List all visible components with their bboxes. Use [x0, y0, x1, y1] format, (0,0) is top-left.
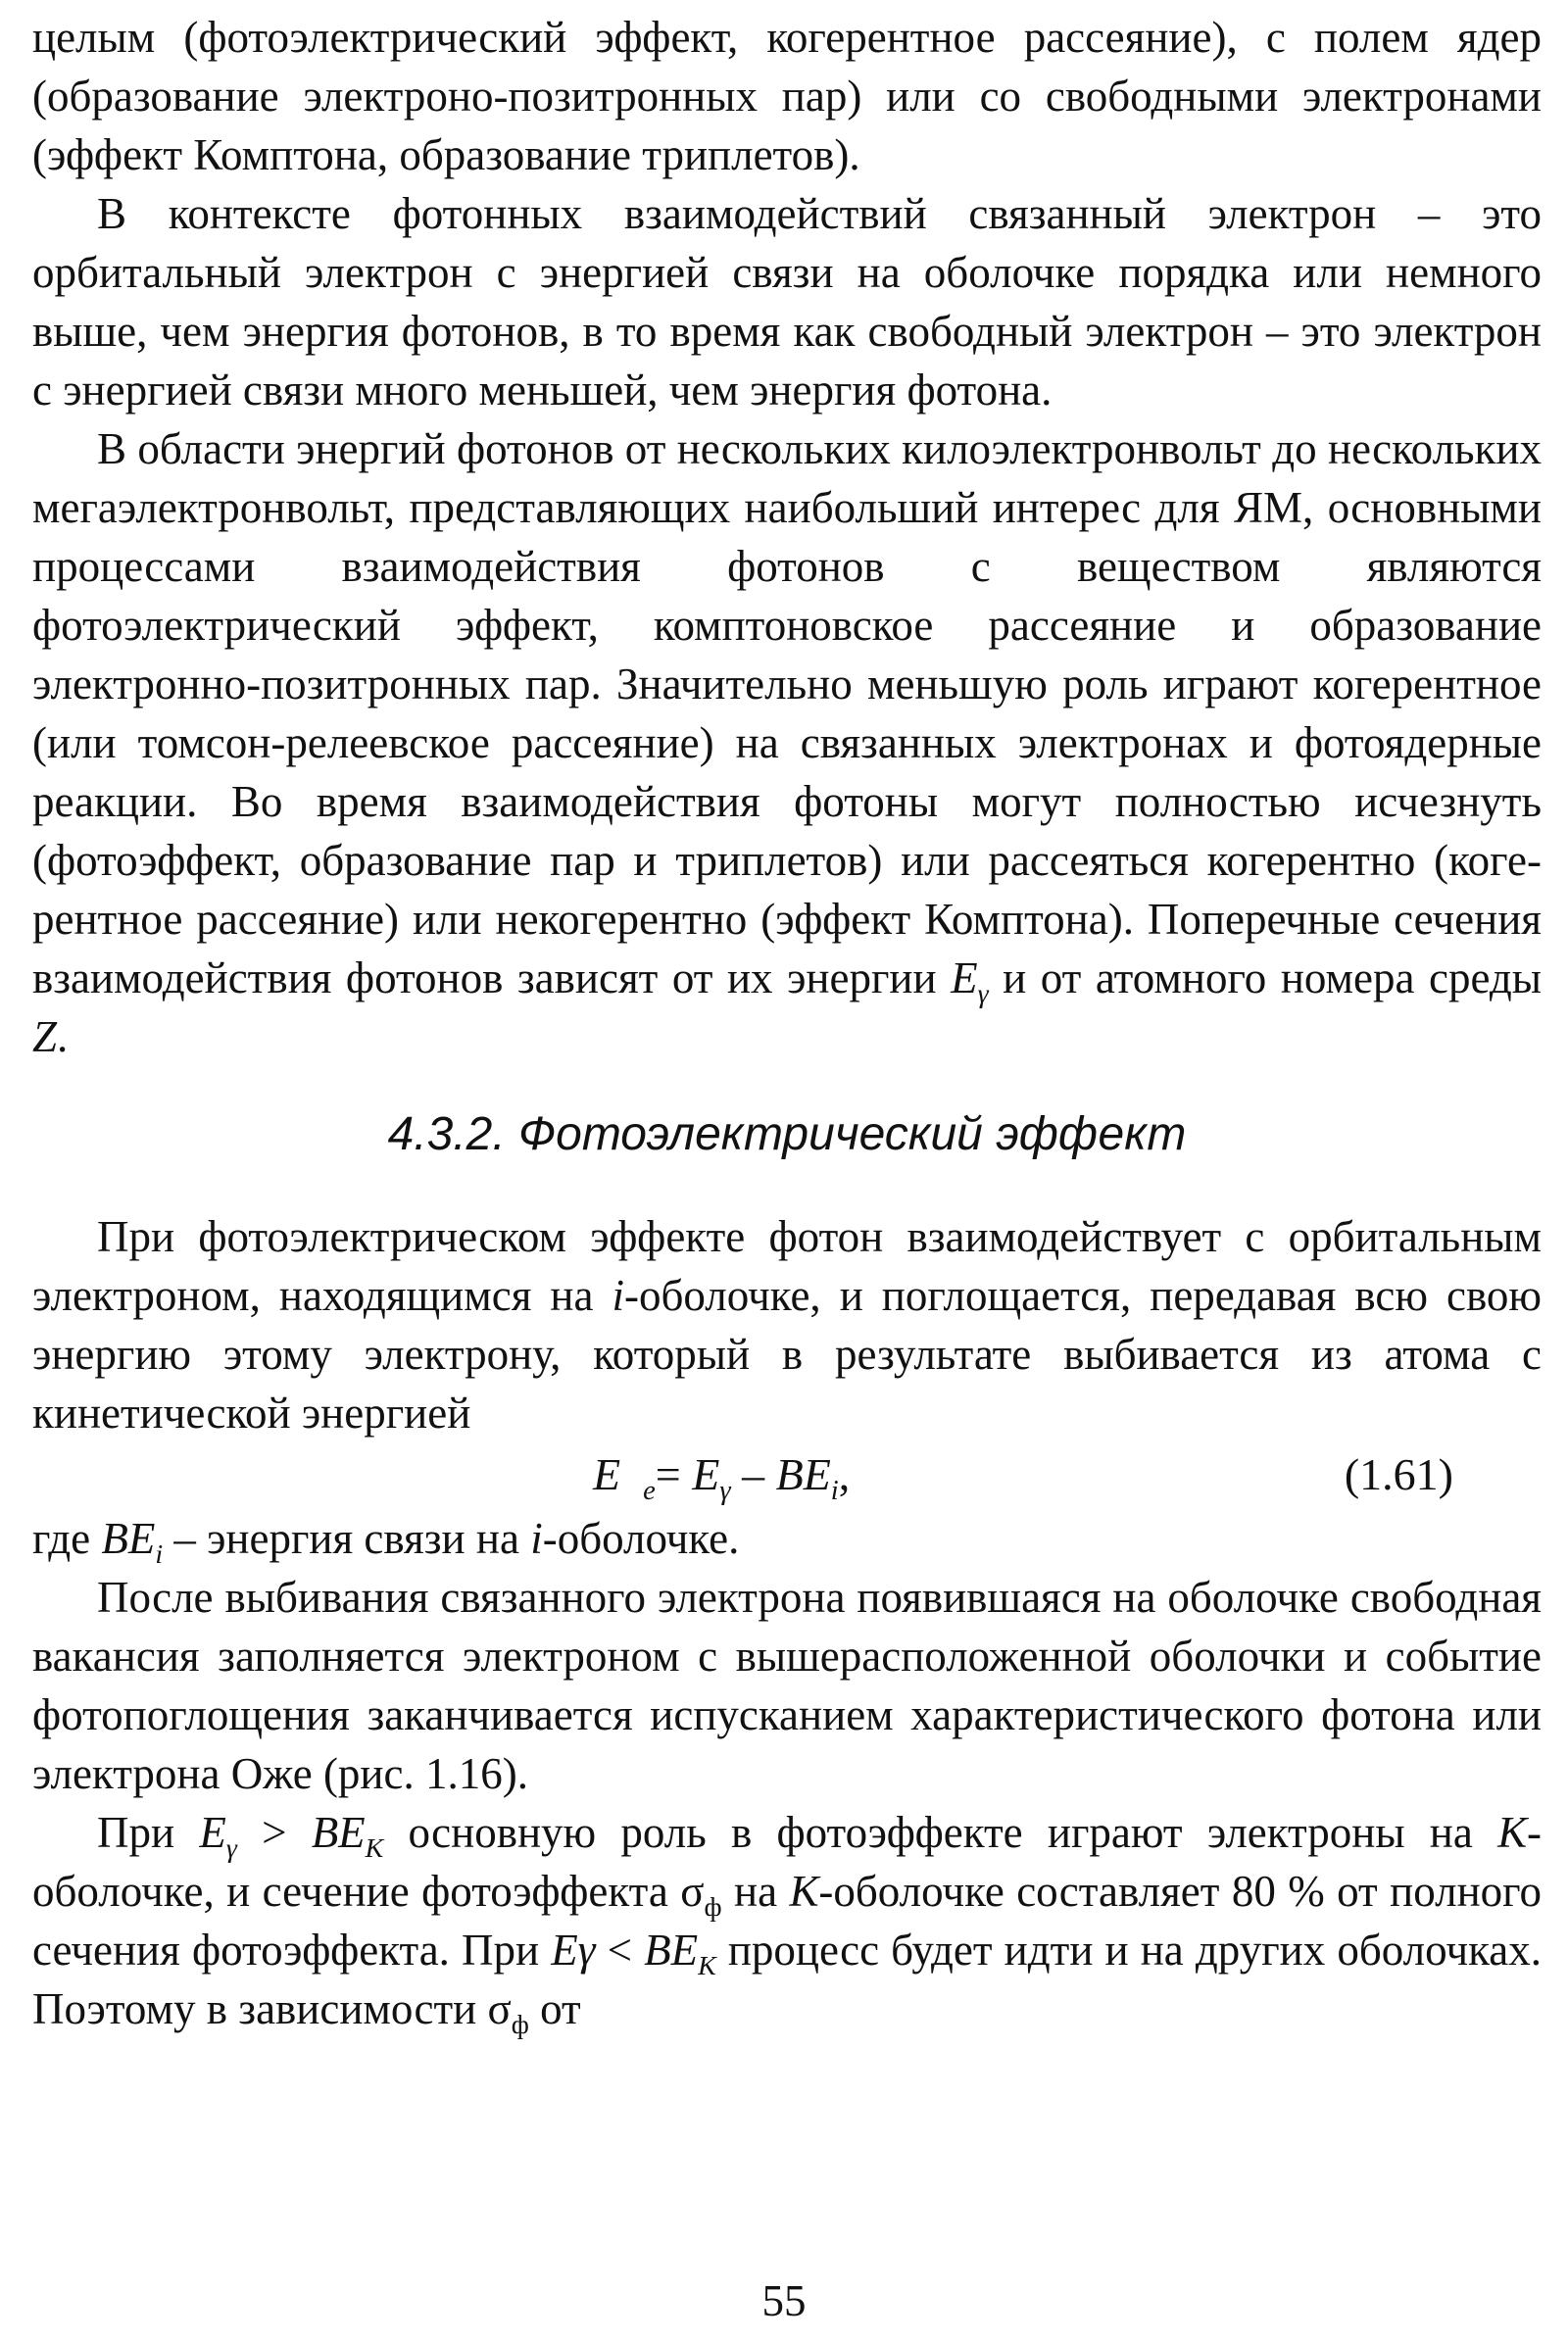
p7-f: -оболочке составляет 80 % от полного сечения фотоэффекта. При [32, 1867, 1542, 1975]
paragraph-1 [32, 8, 1542, 184]
p7-c: основную роль в фотоэффекте играют электроны на [383, 1808, 1498, 1857]
paragraph-5-text-a: где [32, 1514, 102, 1563]
p7-BE2: BE [644, 1926, 699, 1975]
p7-E: E [199, 1808, 226, 1857]
p7-sub-f2: ф [511, 2009, 529, 2040]
paragraph-5-text-b: – энергия связи на [163, 1514, 531, 1563]
p7-K4: K [698, 1950, 716, 1981]
p7-g: < [595, 1926, 645, 1975]
p7-K2: К [1497, 1808, 1527, 1857]
paragraph-7 [32, 1803, 1542, 2038]
p7-K3: К [789, 1867, 819, 1916]
formula-sub-i: i [830, 1475, 839, 1506]
paragraph-2 [32, 184, 1542, 419]
symbol-i: i [612, 1271, 624, 1320]
p7-d: -оболочке, и сечение фотоэффекта σ [32, 1808, 1542, 1916]
paragraph-4-text-a: При фотоэлектрическом эффекте фотон взаимодействует с орбитальным электроном, находящимся на [32, 1212, 1542, 1320]
paragraph-3 [32, 419, 1542, 1066]
formula-E: E [593, 1449, 621, 1499]
paragraph-4-text-b: -оболочке, и поглощается, передавая всю свою энергию этому электрону, который в результате выбивается из атома с кинетической энергией [32, 1271, 1542, 1438]
paragraph-2-text: В контексте фотонных взаимодействий связанный электрон – это орбитальный электрон с энергией связи на оболочке порядка или немного выше, чем энергия фотонов, в то время как свободный электрон – это электрон с энергией связи много меньшей, чем энергия фотона. [32, 189, 1542, 415]
paragraph-6 [32, 1568, 1542, 1803]
p7-gamma: γ [225, 1832, 237, 1864]
p7-b: > [236, 1808, 312, 1857]
paragraph-6-text: После выбивания связанного электрона появившаяся на оболочке свободная вакансия заполняется электроном с вышерасположенной оболочки и событие фотопоглощения заканчивается испусканием характеристического фотона или электрона Оже (рис. 1.16). [32, 1573, 1542, 1798]
formula-sub-e: e [643, 1475, 656, 1506]
paragraph-1-text: целым (фотоэлектрический эффект, когерентное рассеяние), с полем ядер (образование электроно-позитронных пар) или со свободными электронами (эффект Комптона, образование триплетов). [32, 13, 1542, 179]
paragraph-5-text-c: -оболочке. [542, 1514, 740, 1563]
symbol-gamma-sub: γ [977, 978, 989, 1009]
p7-e: на [721, 1867, 790, 1916]
symbol-i-2: i [530, 1514, 543, 1563]
page-number: 55 [761, 2276, 807, 2325]
paragraph-3-text-b: и от атомного номера среды [988, 953, 1542, 1002]
p7-i: от [528, 1984, 581, 2033]
paragraph-3-text-c: . [57, 1012, 69, 1061]
paragraph-5 [32, 1509, 1542, 1568]
symbol-BE: BE [101, 1514, 156, 1563]
formula [593, 1442, 850, 1507]
equation-1-61 [32, 1442, 1542, 1509]
p7-K: K [365, 1832, 384, 1864]
symbol-Z: Z [32, 1012, 58, 1061]
section-heading: 4.3.2. Фотоэлектрический эффект [387, 1108, 1187, 1160]
p7-BE: BE [311, 1808, 366, 1857]
equation-number: (1.61) [1344, 1449, 1453, 1499]
formula-BE: BE [775, 1449, 831, 1499]
symbol-sub-i: i [155, 1538, 164, 1570]
formula-comma: , [838, 1449, 851, 1499]
p7-sub-f: ф [704, 1891, 722, 1923]
formula-minus: – [730, 1449, 776, 1499]
paragraph-4 [32, 1207, 1542, 1442]
p7-h: процесс будет идти и на других оболочках. Поэтому в зависимости σ [32, 1926, 1542, 2033]
symbol-E: E [951, 953, 978, 1002]
formula-equals: = [655, 1449, 693, 1499]
formula-E2: E [692, 1449, 720, 1499]
p7-Eg: Eγ [551, 1926, 596, 1975]
page-content [32, 8, 1542, 2038]
p7-a: При [97, 1808, 200, 1857]
paragraph-3-text-a: В области энергий фотонов от нескольких килоэлектронвольт до нескольких мегаэлектронвольт, представляющих наибольший интерес для ЯМ, основными процессами взаимодействия фотонов с веществом являются фотоэлектрический эффект, комптоновское рассеяние и образование электронно-позитронных пар. Значительно меньшую роль играют когерентное (или томсон-релеевское рассеяние) на связанных электронах и фотоядерные реакции. Во время взаимодействия фотоны могут полностью исчезнуть (фотоэффект, образование пар и триплетов) или рассеяться когерентно (когерентное рассеяние) или некогерентно (эффект Комптона). Поперечные сечения взаимодействия фотонов зависят от их энергии [32, 424, 1542, 1002]
formula-sub-gamma: γ [719, 1475, 731, 1506]
